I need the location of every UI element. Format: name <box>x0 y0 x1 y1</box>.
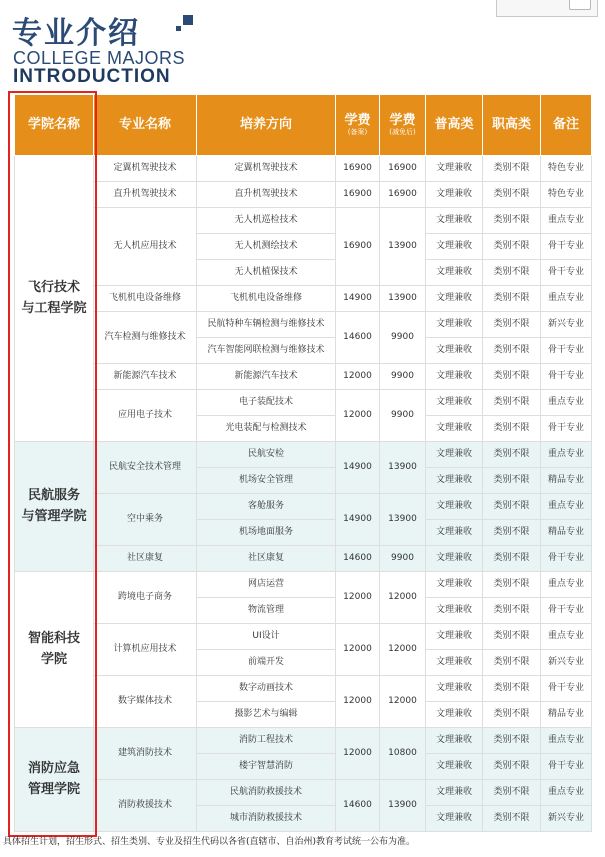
table-row <box>15 728 592 754</box>
fee-cell: 14600 <box>336 780 380 832</box>
major-cell: 跨境电子商务 <box>94 572 197 624</box>
college-name-line1: 民航服务 <box>27 488 80 504</box>
note-cell: 重点专业 <box>541 572 592 598</box>
fee-cell: 12000 <box>336 676 380 728</box>
note-cell: 骨干专业 <box>541 364 592 390</box>
decorative-small-square-icon <box>176 26 181 31</box>
page-header <box>0 0 605 92</box>
fee-cell: 12000 <box>336 572 380 624</box>
table-row <box>15 364 592 390</box>
fee-cell: 12000 <box>336 364 380 390</box>
major-cell: 消防救援技术 <box>94 780 197 832</box>
college-cell <box>15 442 94 572</box>
note-cell: 重点专业 <box>541 624 592 650</box>
majors-table <box>14 94 592 832</box>
direction-cell: 民航安检 <box>197 442 336 468</box>
fee-reduced-cell: 10800 <box>380 728 426 780</box>
vocational-cell: 类别不限 <box>483 286 541 312</box>
general-cell: 文理兼收 <box>426 806 483 832</box>
note-cell: 骨干专业 <box>541 260 592 286</box>
fee-reduced-cell: 13900 <box>380 208 426 286</box>
college-name-line1: 消防应急 <box>27 761 80 777</box>
general-cell: 文理兼收 <box>426 390 483 416</box>
direction-cell: 无人机植保技术 <box>197 260 336 286</box>
general-cell: 文理兼收 <box>426 286 483 312</box>
general-cell: 文理兼收 <box>426 156 483 182</box>
header-tuition-reduced-sub: (减免后) <box>389 127 416 136</box>
direction-cell: 直升机驾驶技术 <box>197 182 336 208</box>
table-row <box>15 624 592 650</box>
major-cell: 应用电子技术 <box>94 390 197 442</box>
footnote: 具体招生计划，招生形式、招生类别、专业及招生代码以各省(直辖市、自治州)教育考试统一公布为准。 <box>3 837 416 847</box>
college-name-line1: 飞行技术 <box>27 280 80 296</box>
vocational-cell: 类别不限 <box>483 598 541 624</box>
corner-toolbar <box>496 0 598 17</box>
note-cell: 骨干专业 <box>541 234 592 260</box>
vocational-cell: 类别不限 <box>483 520 541 546</box>
general-cell: 文理兼收 <box>426 468 483 494</box>
vocational-cell: 类别不限 <box>483 182 541 208</box>
header-tuition-sub: (备案) <box>347 127 368 136</box>
table-row <box>15 572 592 598</box>
direction-cell: 物流管理 <box>197 598 336 624</box>
page-subtitle-line2: INTRODUCTION <box>13 66 171 87</box>
general-cell: 文理兼收 <box>426 520 483 546</box>
vocational-cell: 类别不限 <box>483 728 541 754</box>
direction-cell: 机场地面服务 <box>197 520 336 546</box>
fee-cell: 14900 <box>336 494 380 546</box>
fee-cell: 14900 <box>336 286 380 312</box>
table-row <box>15 390 592 416</box>
college-name-line2: 与工程学院 <box>21 300 87 316</box>
table-row <box>15 182 592 208</box>
direction-cell: 网店运营 <box>197 572 336 598</box>
vocational-cell: 类别不限 <box>483 702 541 728</box>
vocational-cell: 类别不限 <box>483 468 541 494</box>
direction-cell: 电子装配技术 <box>197 390 336 416</box>
note-cell: 特色专业 <box>541 156 592 182</box>
college-cell <box>15 572 94 728</box>
vocational-cell: 类别不限 <box>483 676 541 702</box>
major-cell: 直升机驾驶技术 <box>94 182 197 208</box>
note-cell: 重点专业 <box>541 494 592 520</box>
general-cell: 文理兼收 <box>426 546 483 572</box>
fee-cell: 12000 <box>336 728 380 780</box>
table-row <box>15 780 592 806</box>
fee-reduced-cell: 13900 <box>380 780 426 832</box>
note-cell: 新兴专业 <box>541 806 592 832</box>
direction-cell: UI设计 <box>197 624 336 650</box>
table-row <box>15 156 592 182</box>
vocational-cell: 类别不限 <box>483 572 541 598</box>
fee-cell: 16900 <box>336 182 380 208</box>
table-header-row <box>15 95 592 156</box>
vocational-cell: 类别不限 <box>483 260 541 286</box>
major-cell: 空中乘务 <box>94 494 197 546</box>
major-cell: 建筑消防技术 <box>94 728 197 780</box>
fee-cell: 12000 <box>336 390 380 442</box>
header-direction: 培养方向 <box>197 95 336 156</box>
vocational-cell: 类别不限 <box>483 390 541 416</box>
direction-cell: 新能源汽车技术 <box>197 364 336 390</box>
fee-reduced-cell: 16900 <box>380 182 426 208</box>
direction-cell: 民航消防救援技术 <box>197 780 336 806</box>
header-vocational: 职高类 <box>483 95 541 156</box>
vocational-cell: 类别不限 <box>483 754 541 780</box>
note-cell: 重点专业 <box>541 780 592 806</box>
fee-reduced-cell: 12000 <box>380 572 426 624</box>
table-row <box>15 312 592 338</box>
vocational-cell: 类别不限 <box>483 546 541 572</box>
major-cell: 汽车检测与维修技术 <box>94 312 197 364</box>
note-cell: 精品专业 <box>541 468 592 494</box>
general-cell: 文理兼收 <box>426 728 483 754</box>
header-major: 专业名称 <box>94 95 197 156</box>
direction-cell: 楼宇智慧消防 <box>197 754 336 780</box>
page-title: 专业介绍 <box>12 16 140 51</box>
general-cell: 文理兼收 <box>426 572 483 598</box>
general-cell: 文理兼收 <box>426 182 483 208</box>
direction-cell: 前端开发 <box>197 650 336 676</box>
fee-cell: 14600 <box>336 312 380 364</box>
fee-reduced-cell: 9900 <box>380 546 426 572</box>
vocational-cell: 类别不限 <box>483 780 541 806</box>
note-cell: 新兴专业 <box>541 650 592 676</box>
corner-button[interactable] <box>569 0 591 10</box>
general-cell: 文理兼收 <box>426 338 483 364</box>
vocational-cell: 类别不限 <box>483 208 541 234</box>
fee-reduced-cell: 13900 <box>380 442 426 494</box>
general-cell: 文理兼收 <box>426 624 483 650</box>
table-row <box>15 546 592 572</box>
note-cell: 骨干专业 <box>541 546 592 572</box>
vocational-cell: 类别不限 <box>483 416 541 442</box>
college-cell <box>15 728 94 832</box>
general-cell: 文理兼收 <box>426 598 483 624</box>
vocational-cell: 类别不限 <box>483 156 541 182</box>
vocational-cell: 类别不限 <box>483 624 541 650</box>
major-cell: 数字媒体技术 <box>94 676 197 728</box>
page-subtitle-line1: COLLEGE MAJORS <box>13 48 186 68</box>
fee-reduced-cell: 9900 <box>380 312 426 364</box>
note-cell: 重点专业 <box>541 728 592 754</box>
note-cell: 重点专业 <box>541 286 592 312</box>
fee-reduced-cell: 13900 <box>380 494 426 546</box>
table-row <box>15 208 592 234</box>
college-name-line2: 学院 <box>40 651 67 667</box>
vocational-cell: 类别不限 <box>483 234 541 260</box>
college-name-line2: 与管理学院 <box>21 508 87 524</box>
direction-cell: 机场安全管理 <box>197 468 336 494</box>
table-row <box>15 676 592 702</box>
general-cell: 文理兼收 <box>426 234 483 260</box>
fee-reduced-cell: 12000 <box>380 676 426 728</box>
header-general: 普高类 <box>426 95 483 156</box>
note-cell: 骨干专业 <box>541 598 592 624</box>
direction-cell: 数字动画技术 <box>197 676 336 702</box>
direction-cell: 汽车智能网联检测与维修技术 <box>197 338 336 364</box>
direction-cell: 社区康复 <box>197 546 336 572</box>
table-row <box>15 494 592 520</box>
fee-reduced-cell: 16900 <box>380 156 426 182</box>
general-cell: 文理兼收 <box>426 780 483 806</box>
note-cell: 精品专业 <box>541 702 592 728</box>
general-cell: 文理兼收 <box>426 416 483 442</box>
major-cell: 社区康复 <box>94 546 197 572</box>
fee-cell: 14600 <box>336 546 380 572</box>
note-cell: 重点专业 <box>541 390 592 416</box>
fee-cell: 16900 <box>336 208 380 286</box>
note-cell: 新兴专业 <box>541 312 592 338</box>
header-tuition-reduced-label: 学费 <box>389 113 416 129</box>
direction-cell: 无人机巡检技术 <box>197 208 336 234</box>
general-cell: 文理兼收 <box>426 364 483 390</box>
major-cell: 飞机机电设备维修 <box>94 286 197 312</box>
note-cell: 特色专业 <box>541 182 592 208</box>
direction-cell: 定翼机驾驶技术 <box>197 156 336 182</box>
direction-cell: 城市消防救援技术 <box>197 806 336 832</box>
table-row <box>15 442 592 468</box>
college-name-line1: 智能科技 <box>27 631 80 647</box>
major-cell: 定翼机驾驶技术 <box>94 156 197 182</box>
vocational-cell: 类别不限 <box>483 806 541 832</box>
general-cell: 文理兼收 <box>426 754 483 780</box>
vocational-cell: 类别不限 <box>483 312 541 338</box>
general-cell: 文理兼收 <box>426 676 483 702</box>
fee-reduced-cell: 9900 <box>380 364 426 390</box>
header-note: 备注 <box>541 95 592 156</box>
header-tuition-label: 学费 <box>344 113 371 129</box>
note-cell: 骨干专业 <box>541 338 592 364</box>
fee-reduced-cell: 9900 <box>380 390 426 442</box>
decorative-square-icon <box>183 15 193 25</box>
general-cell: 文理兼收 <box>426 442 483 468</box>
major-cell: 计算机应用技术 <box>94 624 197 676</box>
table-row <box>15 286 592 312</box>
note-cell: 重点专业 <box>541 208 592 234</box>
direction-cell: 飞机机电设备维修 <box>197 286 336 312</box>
vocational-cell: 类别不限 <box>483 494 541 520</box>
general-cell: 文理兼收 <box>426 312 483 338</box>
general-cell: 文理兼收 <box>426 494 483 520</box>
note-cell: 重点专业 <box>541 442 592 468</box>
note-cell: 骨干专业 <box>541 754 592 780</box>
note-cell: 骨干专业 <box>541 676 592 702</box>
general-cell: 文理兼收 <box>426 260 483 286</box>
direction-cell: 消防工程技术 <box>197 728 336 754</box>
vocational-cell: 类别不限 <box>483 650 541 676</box>
vocational-cell: 类别不限 <box>483 338 541 364</box>
direction-cell: 无人机测绘技术 <box>197 234 336 260</box>
major-cell: 新能源汽车技术 <box>94 364 197 390</box>
fee-cell: 16900 <box>336 156 380 182</box>
vocational-cell: 类别不限 <box>483 364 541 390</box>
fee-cell: 14900 <box>336 442 380 494</box>
college-cell <box>15 156 94 442</box>
general-cell: 文理兼收 <box>426 650 483 676</box>
fee-cell: 12000 <box>336 624 380 676</box>
direction-cell: 光电装配与检测技术 <box>197 416 336 442</box>
fee-reduced-cell: 12000 <box>380 624 426 676</box>
fee-reduced-cell: 13900 <box>380 286 426 312</box>
major-cell: 民航安全技术管理 <box>94 442 197 494</box>
direction-cell: 摄影艺术与编辑 <box>197 702 336 728</box>
note-cell: 骨干专业 <box>541 416 592 442</box>
general-cell: 文理兼收 <box>426 208 483 234</box>
note-cell: 精品专业 <box>541 520 592 546</box>
header-tuition-reduced <box>380 95 426 156</box>
vocational-cell: 类别不限 <box>483 442 541 468</box>
major-cell: 无人机应用技术 <box>94 208 197 286</box>
college-name-line2: 管理学院 <box>27 781 80 797</box>
general-cell: 文理兼收 <box>426 702 483 728</box>
direction-cell: 客舱服务 <box>197 494 336 520</box>
header-college: 学院名称 <box>15 95 94 156</box>
header-tuition <box>336 95 380 156</box>
direction-cell: 民航特种车辆检测与维修技术 <box>197 312 336 338</box>
